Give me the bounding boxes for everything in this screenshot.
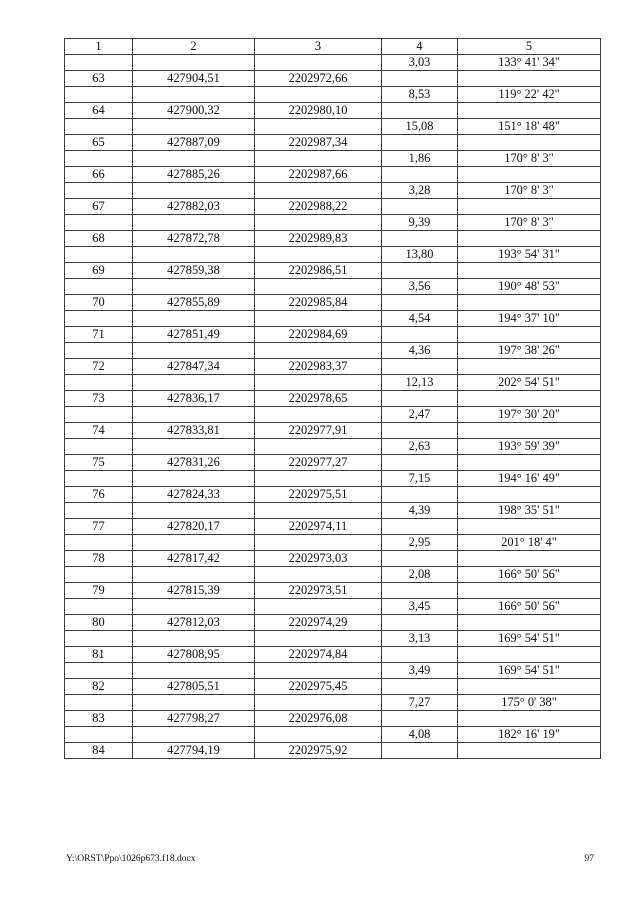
y-coordinate-cell xyxy=(255,215,382,231)
distance-cell xyxy=(382,71,458,87)
x-coordinate-cell: 427815,39 xyxy=(133,583,255,599)
distance-cell: 4,08 xyxy=(382,727,458,743)
bearing-cell xyxy=(458,263,601,279)
table-row xyxy=(65,663,601,679)
table-row xyxy=(65,695,601,711)
distance-cell: 12,13 xyxy=(382,375,458,391)
distance-cell xyxy=(382,199,458,215)
distance-cell xyxy=(382,455,458,471)
distance-cell xyxy=(382,263,458,279)
bearing-cell: 197° 30' 20" xyxy=(458,407,601,423)
table-row xyxy=(65,279,601,295)
y-coordinate-cell: 2202987,34 xyxy=(255,135,382,151)
distance-cell xyxy=(382,519,458,535)
table-row xyxy=(65,599,601,615)
distance-cell xyxy=(382,583,458,599)
table-row xyxy=(65,631,601,647)
coordinates-table xyxy=(64,38,601,759)
y-coordinate-cell: 2202975,51 xyxy=(255,487,382,503)
y-coordinate-cell: 2202972,66 xyxy=(255,71,382,87)
table-row xyxy=(65,167,601,183)
distance-cell: 3,56 xyxy=(382,279,458,295)
bearing-cell xyxy=(458,711,601,727)
y-coordinate-cell xyxy=(255,567,382,583)
bearing-cell xyxy=(458,679,601,695)
distance-cell xyxy=(382,711,458,727)
bearing-cell: 119° 22' 42" xyxy=(458,87,601,103)
x-coordinate-cell: 427859,38 xyxy=(133,263,255,279)
x-coordinate-cell: 427812,03 xyxy=(133,615,255,631)
distance-cell xyxy=(382,391,458,407)
distance-cell: 3,03 xyxy=(382,55,458,71)
bearing-cell xyxy=(458,423,601,439)
point-number-cell xyxy=(65,535,133,551)
x-coordinate-cell: 427887,09 xyxy=(133,135,255,151)
y-coordinate-cell: 2202974,84 xyxy=(255,647,382,663)
distance-cell: 1,86 xyxy=(382,151,458,167)
distance-cell xyxy=(382,423,458,439)
x-coordinate-cell: 427836,17 xyxy=(133,391,255,407)
y-coordinate-cell: 2202975,92 xyxy=(255,743,382,759)
x-coordinate-cell xyxy=(133,215,255,231)
point-number-cell: 69 xyxy=(65,263,133,279)
point-number-cell xyxy=(65,183,133,199)
y-coordinate-cell: 2202976,08 xyxy=(255,711,382,727)
y-coordinate-cell xyxy=(255,87,382,103)
x-coordinate-cell xyxy=(133,343,255,359)
point-number-cell: 64 xyxy=(65,103,133,119)
bearing-cell: 198° 35' 51" xyxy=(458,503,601,519)
bearing-cell xyxy=(458,231,601,247)
table-row xyxy=(65,183,601,199)
bearing-cell xyxy=(458,391,601,407)
bearing-cell: 201° 18' 4" xyxy=(458,535,601,551)
x-coordinate-cell xyxy=(133,695,255,711)
point-number-cell: 67 xyxy=(65,199,133,215)
point-number-cell xyxy=(65,663,133,679)
x-coordinate-cell xyxy=(133,439,255,455)
x-coordinate-cell: 427824,33 xyxy=(133,487,255,503)
table-row xyxy=(65,583,601,599)
point-number-cell: 76 xyxy=(65,487,133,503)
bearing-cell xyxy=(458,199,601,215)
point-number-cell: 82 xyxy=(65,679,133,695)
distance-cell: 3,13 xyxy=(382,631,458,647)
y-coordinate-cell: 2202977,27 xyxy=(255,455,382,471)
point-number-cell xyxy=(65,439,133,455)
bearing-cell: 170° 8' 3" xyxy=(458,183,601,199)
point-number-cell xyxy=(65,215,133,231)
table-row xyxy=(65,247,601,263)
x-coordinate-cell xyxy=(133,471,255,487)
bearing-cell xyxy=(458,519,601,535)
y-coordinate-cell: 2202977,91 xyxy=(255,423,382,439)
point-number-cell: 75 xyxy=(65,455,133,471)
y-coordinate-cell: 2202974,11 xyxy=(255,519,382,535)
footer-file-path: Y:\ORST\Ppo\1026p673.f18.docx xyxy=(66,854,196,864)
table-row xyxy=(65,311,601,327)
distance-cell: 7,27 xyxy=(382,695,458,711)
bearing-cell xyxy=(458,583,601,599)
y-coordinate-cell xyxy=(255,663,382,679)
table-row xyxy=(65,71,601,87)
x-coordinate-cell: 427820,17 xyxy=(133,519,255,535)
distance-cell: 2,63 xyxy=(382,439,458,455)
y-coordinate-cell: 2202980,10 xyxy=(255,103,382,119)
x-coordinate-cell: 427872,78 xyxy=(133,231,255,247)
bearing-cell: 193° 54' 31" xyxy=(458,247,601,263)
point-number-cell xyxy=(65,311,133,327)
bearing-cell: 190° 48' 53" xyxy=(458,279,601,295)
y-coordinate-cell: 2202978,65 xyxy=(255,391,382,407)
y-coordinate-cell xyxy=(255,375,382,391)
y-coordinate-cell xyxy=(255,55,382,71)
distance-cell: 8,53 xyxy=(382,87,458,103)
distance-cell xyxy=(382,327,458,343)
x-coordinate-cell: 427904,51 xyxy=(133,71,255,87)
x-coordinate-cell xyxy=(133,535,255,551)
table-row xyxy=(65,535,601,551)
y-coordinate-cell: 2202974,29 xyxy=(255,615,382,631)
point-number-cell: 84 xyxy=(65,743,133,759)
table-row xyxy=(65,647,601,663)
point-number-cell: 78 xyxy=(65,551,133,567)
point-number-cell xyxy=(65,343,133,359)
column-header: 2 xyxy=(133,39,255,55)
point-number-cell: 83 xyxy=(65,711,133,727)
x-coordinate-cell: 427831,26 xyxy=(133,455,255,471)
distance-cell xyxy=(382,487,458,503)
bearing-cell xyxy=(458,103,601,119)
distance-cell xyxy=(382,615,458,631)
y-coordinate-cell: 2202983,37 xyxy=(255,359,382,375)
distance-cell: 4,39 xyxy=(382,503,458,519)
y-coordinate-cell xyxy=(255,471,382,487)
table-row xyxy=(65,215,601,231)
bearing-cell xyxy=(458,647,601,663)
x-coordinate-cell xyxy=(133,55,255,71)
x-coordinate-cell xyxy=(133,87,255,103)
table-row xyxy=(65,263,601,279)
table-row xyxy=(65,87,601,103)
table-row xyxy=(65,471,601,487)
x-coordinate-cell: 427882,03 xyxy=(133,199,255,215)
x-coordinate-cell: 427855,89 xyxy=(133,295,255,311)
x-coordinate-cell xyxy=(133,567,255,583)
point-number-cell xyxy=(65,407,133,423)
y-coordinate-cell xyxy=(255,183,382,199)
x-coordinate-cell xyxy=(133,151,255,167)
bearing-cell: 194° 16' 49" xyxy=(458,471,601,487)
table-row xyxy=(65,375,601,391)
distance-cell: 7,15 xyxy=(382,471,458,487)
table-row xyxy=(65,551,601,567)
table-row xyxy=(65,567,601,583)
bearing-cell: 194° 37' 10" xyxy=(458,311,601,327)
y-coordinate-cell xyxy=(255,535,382,551)
bearing-cell: 169° 54' 51" xyxy=(458,663,601,679)
point-number-cell xyxy=(65,599,133,615)
bearing-cell xyxy=(458,455,601,471)
point-number-cell xyxy=(65,119,133,135)
y-coordinate-cell xyxy=(255,439,382,455)
distance-cell xyxy=(382,647,458,663)
bearing-cell: 133° 41' 34" xyxy=(458,55,601,71)
table-row xyxy=(65,151,601,167)
distance-cell xyxy=(382,295,458,311)
distance-cell: 4,54 xyxy=(382,311,458,327)
point-number-cell: 80 xyxy=(65,615,133,631)
table-row xyxy=(65,711,601,727)
y-coordinate-cell: 2202988,22 xyxy=(255,199,382,215)
x-coordinate-cell xyxy=(133,599,255,615)
distance-cell xyxy=(382,231,458,247)
column-header: 4 xyxy=(382,39,458,55)
distance-cell: 3,28 xyxy=(382,183,458,199)
bearing-cell: 166° 50' 56" xyxy=(458,599,601,615)
point-number-cell xyxy=(65,503,133,519)
x-coordinate-cell xyxy=(133,119,255,135)
bearing-cell: 182° 16' 19" xyxy=(458,727,601,743)
y-coordinate-cell: 2202985,84 xyxy=(255,295,382,311)
x-coordinate-cell xyxy=(133,311,255,327)
bearing-cell xyxy=(458,487,601,503)
table-row xyxy=(65,327,601,343)
y-coordinate-cell: 2202987,66 xyxy=(255,167,382,183)
table-row xyxy=(65,727,601,743)
bearing-cell: 151° 18' 48" xyxy=(458,119,601,135)
x-coordinate-cell: 427900,32 xyxy=(133,103,255,119)
point-number-cell xyxy=(65,55,133,71)
table-row xyxy=(65,679,601,695)
point-number-cell: 70 xyxy=(65,295,133,311)
bearing-cell: 166° 50' 56" xyxy=(458,567,601,583)
x-coordinate-cell: 427794,19 xyxy=(133,743,255,759)
table-row xyxy=(65,615,601,631)
table-row xyxy=(65,423,601,439)
bearing-cell xyxy=(458,615,601,631)
distance-cell: 4,36 xyxy=(382,343,458,359)
y-coordinate-cell xyxy=(255,599,382,615)
table-row xyxy=(65,391,601,407)
y-coordinate-cell xyxy=(255,503,382,519)
bearing-cell xyxy=(458,359,601,375)
distance-cell: 3,45 xyxy=(382,599,458,615)
x-coordinate-cell xyxy=(133,183,255,199)
distance-cell xyxy=(382,551,458,567)
x-coordinate-cell xyxy=(133,631,255,647)
y-coordinate-cell xyxy=(255,407,382,423)
table-row xyxy=(65,343,601,359)
table-header-row xyxy=(65,39,601,55)
y-coordinate-cell xyxy=(255,151,382,167)
column-header: 3 xyxy=(255,39,382,55)
distance-cell: 2,95 xyxy=(382,535,458,551)
bearing-cell xyxy=(458,135,601,151)
point-number-cell: 74 xyxy=(65,423,133,439)
footer-page-number: 97 xyxy=(584,854,594,864)
point-number-cell: 66 xyxy=(65,167,133,183)
y-coordinate-cell: 2202989,83 xyxy=(255,231,382,247)
x-coordinate-cell xyxy=(133,727,255,743)
point-number-cell: 65 xyxy=(65,135,133,151)
table-row xyxy=(65,55,601,71)
table-row xyxy=(65,119,601,135)
distance-cell: 3,49 xyxy=(382,663,458,679)
y-coordinate-cell xyxy=(255,279,382,295)
x-coordinate-cell xyxy=(133,663,255,679)
point-number-cell xyxy=(65,375,133,391)
point-number-cell xyxy=(65,695,133,711)
distance-cell xyxy=(382,135,458,151)
x-coordinate-cell: 427808,95 xyxy=(133,647,255,663)
y-coordinate-cell xyxy=(255,247,382,263)
point-number-cell xyxy=(65,279,133,295)
point-number-cell: 81 xyxy=(65,647,133,663)
table-row xyxy=(65,231,601,247)
table-row xyxy=(65,103,601,119)
bearing-cell: 170° 8' 3" xyxy=(458,151,601,167)
distance-cell: 2,08 xyxy=(382,567,458,583)
point-number-cell: 72 xyxy=(65,359,133,375)
table-body xyxy=(65,55,601,759)
point-number-cell: 63 xyxy=(65,71,133,87)
point-number-cell xyxy=(65,151,133,167)
table-row xyxy=(65,455,601,471)
y-coordinate-cell: 2202984,69 xyxy=(255,327,382,343)
table-row xyxy=(65,743,601,759)
x-coordinate-cell: 427851,49 xyxy=(133,327,255,343)
table-row xyxy=(65,503,601,519)
y-coordinate-cell: 2202973,51 xyxy=(255,583,382,599)
table-row xyxy=(65,199,601,215)
distance-cell: 2,47 xyxy=(382,407,458,423)
point-number-cell xyxy=(65,87,133,103)
point-number-cell xyxy=(65,471,133,487)
distance-cell xyxy=(382,359,458,375)
bearing-cell xyxy=(458,551,601,567)
table-row xyxy=(65,359,601,375)
column-header: 5 xyxy=(458,39,601,55)
distance-cell: 13,80 xyxy=(382,247,458,263)
y-coordinate-cell xyxy=(255,695,382,711)
x-coordinate-cell: 427798,27 xyxy=(133,711,255,727)
x-coordinate-cell xyxy=(133,407,255,423)
bearing-cell: 175° 0' 38" xyxy=(458,695,601,711)
bearing-cell: 169° 54' 51" xyxy=(458,631,601,647)
bearing-cell xyxy=(458,167,601,183)
bearing-cell: 193° 59' 39" xyxy=(458,439,601,455)
bearing-cell xyxy=(458,327,601,343)
y-coordinate-cell: 2202986,51 xyxy=(255,263,382,279)
x-coordinate-cell: 427817,42 xyxy=(133,551,255,567)
point-number-cell xyxy=(65,631,133,647)
point-number-cell: 68 xyxy=(65,231,133,247)
x-coordinate-cell xyxy=(133,375,255,391)
point-number-cell: 71 xyxy=(65,327,133,343)
table-row xyxy=(65,135,601,151)
table-row xyxy=(65,295,601,311)
distance-cell xyxy=(382,103,458,119)
distance-cell xyxy=(382,679,458,695)
y-coordinate-cell: 2202975,45 xyxy=(255,679,382,695)
bearing-cell: 170° 8' 3" xyxy=(458,215,601,231)
x-coordinate-cell: 427885,26 xyxy=(133,167,255,183)
y-coordinate-cell xyxy=(255,119,382,135)
y-coordinate-cell xyxy=(255,727,382,743)
point-number-cell xyxy=(65,727,133,743)
bearing-cell: 202° 54' 51" xyxy=(458,375,601,391)
table-row xyxy=(65,487,601,503)
y-coordinate-cell xyxy=(255,343,382,359)
point-number-cell xyxy=(65,567,133,583)
x-coordinate-cell: 427847,34 xyxy=(133,359,255,375)
distance-cell xyxy=(382,167,458,183)
bearing-cell: 197° 38' 26" xyxy=(458,343,601,359)
point-number-cell: 73 xyxy=(65,391,133,407)
x-coordinate-cell: 427805,51 xyxy=(133,679,255,695)
bearing-cell xyxy=(458,71,601,87)
point-number-cell xyxy=(65,247,133,263)
table-row xyxy=(65,519,601,535)
y-coordinate-cell: 2202973,03 xyxy=(255,551,382,567)
distance-cell: 9,39 xyxy=(382,215,458,231)
table-row xyxy=(65,407,601,423)
point-number-cell: 77 xyxy=(65,519,133,535)
y-coordinate-cell xyxy=(255,631,382,647)
bearing-cell xyxy=(458,743,601,759)
column-header: 1 xyxy=(65,39,133,55)
x-coordinate-cell xyxy=(133,279,255,295)
point-number-cell: 79 xyxy=(65,583,133,599)
y-coordinate-cell xyxy=(255,311,382,327)
x-coordinate-cell xyxy=(133,503,255,519)
distance-cell: 15,08 xyxy=(382,119,458,135)
x-coordinate-cell xyxy=(133,247,255,263)
distance-cell xyxy=(382,743,458,759)
bearing-cell xyxy=(458,295,601,311)
x-coordinate-cell: 427833,81 xyxy=(133,423,255,439)
table-row xyxy=(65,439,601,455)
